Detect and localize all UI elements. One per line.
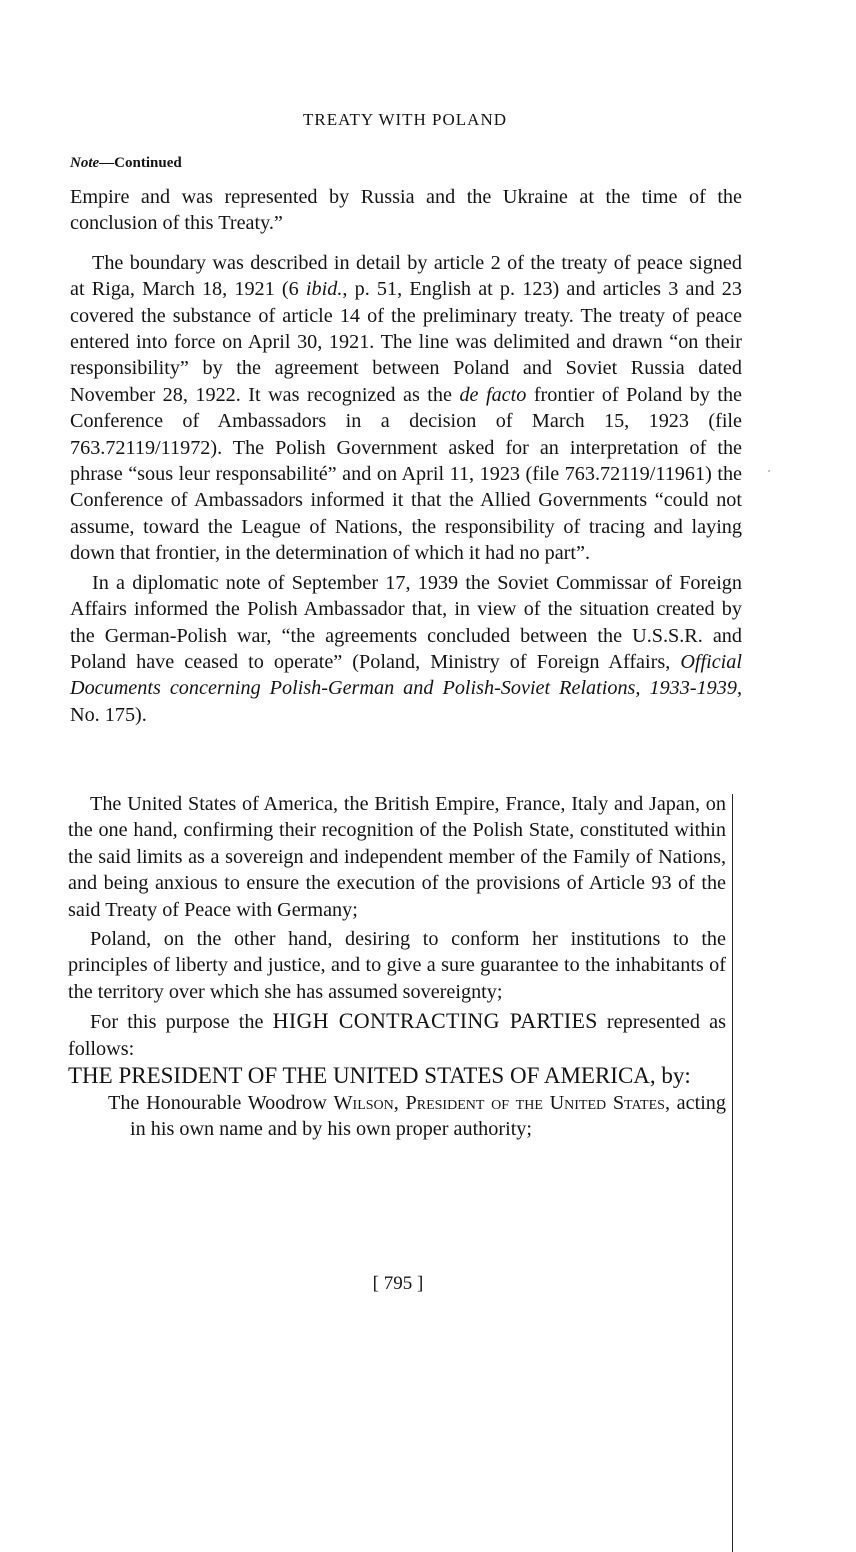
margin-speck (768, 470, 770, 472)
treaty-paragraph-1: The United States of America, the British Empire, France, Italy and Japan, on the one hand, confirming their recognition of the Polish State, constituted within the said limits as a sovereign and independent member of the Family of Nations, and being anxious to ensure the execution of the provisions of Article 93 of the said Treaty of Peace with Germany; (68, 793, 726, 921)
note-label (70, 155, 182, 172)
high-contracting-parties: HIGH CONTRACTING PARTIES (272, 1008, 598, 1034)
delegate-text-c: , acting in his own name and by his own proper authority; (130, 1092, 726, 1141)
note-label-continued: —Continued (99, 155, 182, 171)
plenipotentiary-entry (68, 1090, 726, 1143)
plenipotentiary-heading: THE PRESIDENT OF THE UNITED STATES OF AMERICA, by: (68, 1063, 691, 1089)
note-p2-ibid: ibid. (305, 278, 343, 301)
treaty-paragraph-3 (68, 1008, 726, 1062)
delegate-title: President of the United States (405, 1092, 665, 1115)
note-paragraph-3 (70, 570, 742, 728)
note-p3-source-title: Official Documents concerning Polish-German and Polish-Soviet Relations, 1933-1939 (70, 650, 742, 700)
treaty-p3-text-a: For this purpose the (90, 1011, 273, 1034)
treaty-p3-text-b: represented as follows: (68, 1011, 726, 1060)
note-paragraph-2 (70, 250, 742, 567)
delegate-name: Wilson (333, 1092, 394, 1115)
treaty-paragraph-2: Poland, on the other hand, desiring to conform her institutions to the principles of liberty and justice, and to give a sure guarantee to the inhabitants of the territory over which she has assumed sovereignty; (68, 928, 726, 1003)
margin-rule (732, 794, 733, 1552)
note-p3-text-b: , No. 175). (70, 677, 742, 726)
note-p2-de-facto: de facto (459, 383, 527, 406)
note-paragraph-1: Empire and was represented by Russia and the Ukraine at the time of the conclusion of this Treaty.” (70, 186, 742, 235)
note-p2-text-b: , p. 51, English at p. 123) and articles 3 and 23 covered the substance of article 14 of the preliminary treaty. The treaty of peace entered into force on April 30, 1921. The line was delimited and drawn “on their responsibility” by the agreement between Poland and Soviet Russia dated November 28, 1922. It was recognized as the (70, 278, 742, 406)
note-body (70, 184, 742, 728)
page-number: [ 795 ] (372, 1273, 424, 1294)
note-p3-text-a: In a diplomatic note of September 17, 1939 the Soviet Commissar of Foreign Affairs informed the Polish Ambassador that, in view of the situation created by the German-Polish war, “the agreements concluded between the U.S.S.R. and Poland have ceased to operate” (Poland, Ministry of Foreign Affairs, (70, 571, 742, 673)
running-head: TREATY WITH POLAND (302, 110, 508, 129)
note-p2-text-c: frontier of Poland by the Conference of Ambassadors in a decision of March 15, 1923 (file 763.72119/11972). The Polish Government asked for an interpretation of the phrase “sous leur responsabilité” and on April 11, 1923 (file 763.72119/11961) the Conference of Ambassadors informed it that the Allied Governments “could not assume, toward the League of Nations, the responsibility of tracing and laying down that frontier, in the determination of which it had no part”. (70, 383, 743, 565)
delegate-text-b: , (393, 1092, 406, 1115)
treaty-preamble (68, 791, 726, 1143)
delegate-text-a: The Honourable Woodrow (108, 1092, 334, 1115)
note-p2-text-a: The boundary was described in detail by article 2 of the treaty of peace signed at Riga, March 18, 1921 (6 (70, 251, 742, 301)
note-label-italic: Note (70, 155, 100, 171)
